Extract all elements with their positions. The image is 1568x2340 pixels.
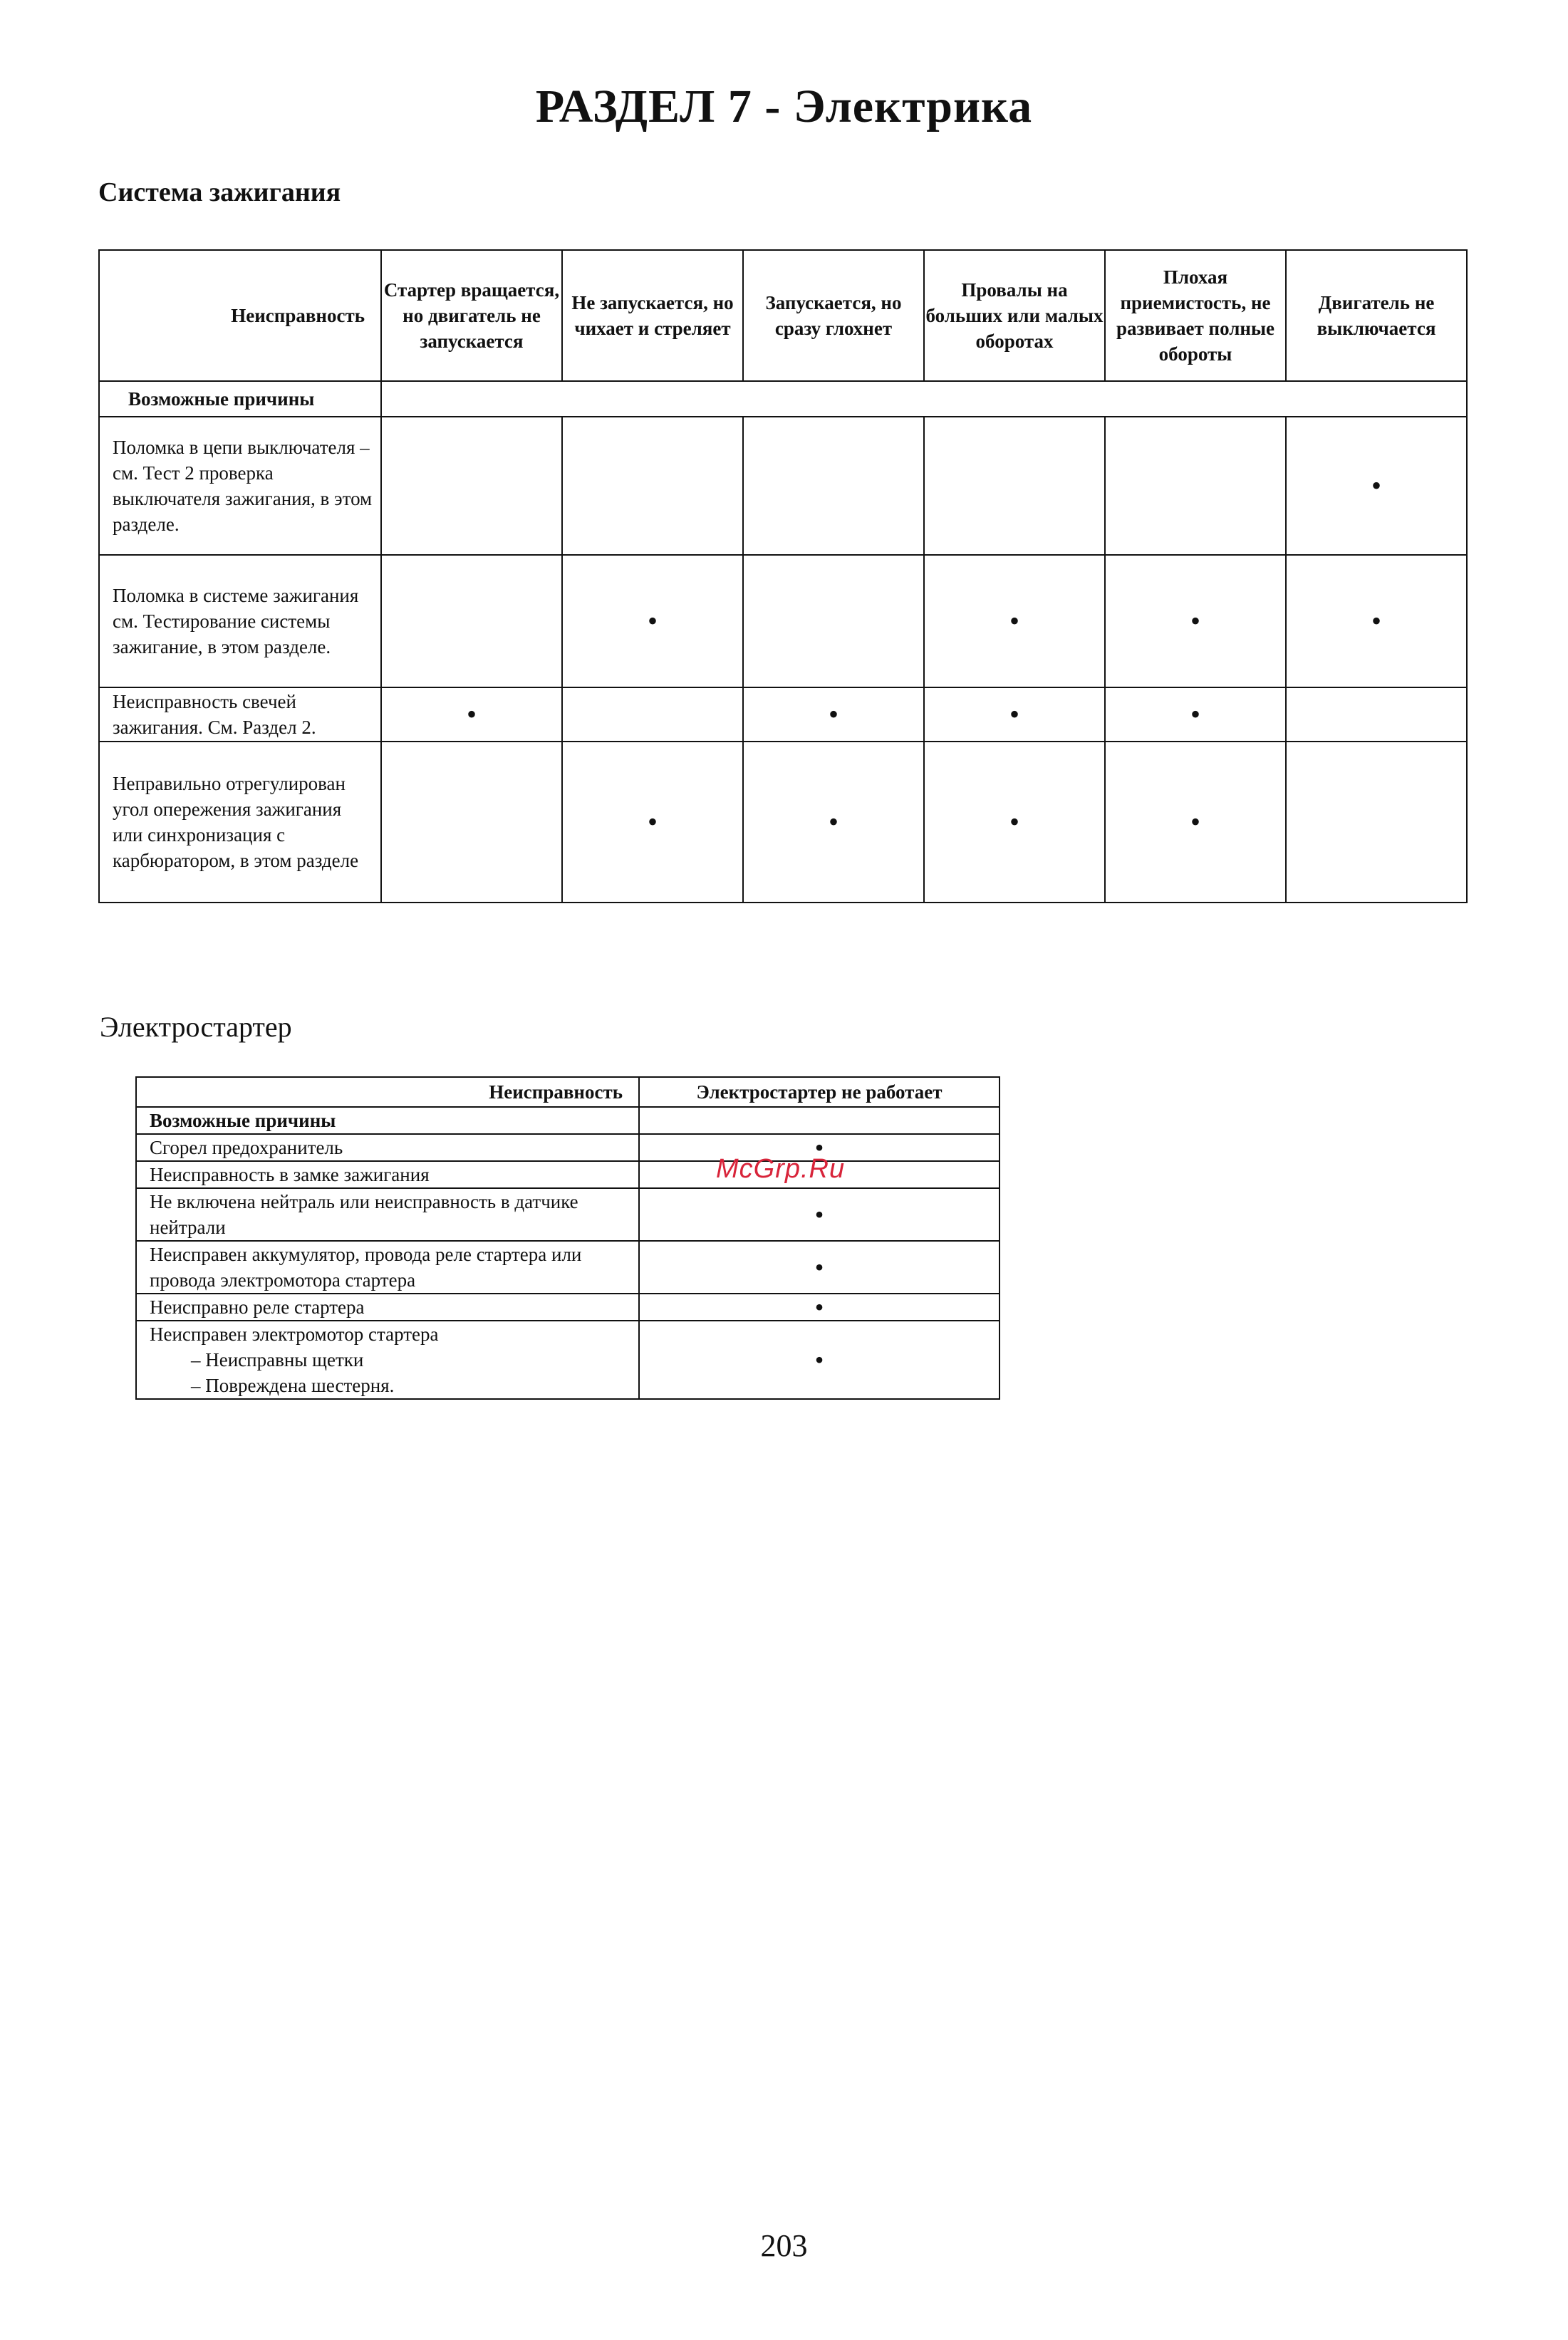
causes-label: Возможные причины <box>99 381 381 417</box>
mark-cell: • <box>1286 417 1467 555</box>
mark-cell <box>1105 417 1286 555</box>
starter-troubleshooting-table <box>135 1076 1000 1400</box>
mark-cell <box>924 417 1105 555</box>
page-title: РАЗДЕЛ 7 - Электрика <box>535 80 1033 132</box>
ignition-troubleshooting-table <box>98 249 1468 903</box>
cause-cell: Неисправно реле стартера <box>136 1294 639 1321</box>
mark-cell: • <box>1105 555 1286 687</box>
cause-cell: Сгорел предохранитель <box>136 1134 639 1161</box>
mark-cell <box>562 687 743 742</box>
mark-cell: • <box>743 687 924 742</box>
cause-cell: Поломка в цепи выключателя – см. Тест 2 проверка выключателя зажигания, в этом разделе. <box>99 417 381 555</box>
causes-label: Возможные причины <box>136 1107 639 1134</box>
column-header: Двигатель не выключается <box>1286 250 1467 381</box>
mark-cell <box>381 417 562 555</box>
cause-text: Неисправен электромотор стартера <box>150 1324 439 1345</box>
mark-cell: • <box>924 555 1105 687</box>
cause-cell: Неисправен аккумулятор, провода реле стартера или провода электромотора стартера <box>136 1241 639 1294</box>
section-heading-ignition: Система зажигания <box>98 177 341 207</box>
cause-cell: Поломка в системе зажигания см. Тестирование системы зажигание, в этом разделе. <box>99 555 381 687</box>
mark-cell <box>381 555 562 687</box>
mark-cell: • <box>639 1294 1000 1321</box>
mark-cell: • <box>1286 555 1467 687</box>
page-number: 203 <box>760 2228 808 2263</box>
mark-cell: • <box>1105 687 1286 742</box>
mark-cell: • <box>924 687 1105 742</box>
section-heading-starter: Электростартер <box>100 1011 292 1043</box>
causes-label-spacer <box>381 381 1467 417</box>
corner-header: Неисправность <box>99 250 381 381</box>
mark-cell: • <box>639 1188 1000 1241</box>
cause-subitem: – Неисправны щетки <box>191 1349 364 1371</box>
mark-cell: • <box>924 742 1105 903</box>
mark-cell <box>562 417 743 555</box>
causes-label-spacer <box>639 1107 1000 1134</box>
mark-cell <box>381 742 562 903</box>
cause-cell: Неправильно отрегулирован угол опережения зажигания или синхронизация с карбюратором, в этом разделе <box>99 742 381 903</box>
cause-cell: Не включена нейтраль или неисправность в датчике нейтрали <box>136 1188 639 1241</box>
column-header: Провалы на больших или малых оборотах <box>924 250 1105 381</box>
mark-cell: • <box>639 1321 1000 1399</box>
mark-cell <box>743 555 924 687</box>
mark-cell <box>1286 742 1467 903</box>
watermark-link[interactable]: McGrp.Ru <box>716 1154 846 1184</box>
column-header: Не запускается, но чихает и стреляет <box>562 250 743 381</box>
column-header: Запускается, но сразу глохнет <box>743 250 924 381</box>
corner-header: Неисправность <box>136 1077 639 1107</box>
cause-cell <box>136 1321 639 1399</box>
column-header: Стартер вращается, но двигатель не запускается <box>381 250 562 381</box>
mark-cell: • <box>743 742 924 903</box>
column-header: Плохая приемистость, не развивает полные обороты <box>1105 250 1286 381</box>
mark-cell: • <box>562 555 743 687</box>
mark-cell: • <box>639 1134 1000 1161</box>
cause-cell: Неисправность в замке зажигания <box>136 1161 639 1188</box>
mark-cell: • <box>1105 742 1286 903</box>
mark-cell <box>1286 687 1467 742</box>
mark-cell <box>743 417 924 555</box>
mark-cell: • <box>562 742 743 903</box>
column-header: Электростартер не работает <box>639 1077 1000 1107</box>
mark-cell: • <box>639 1241 1000 1294</box>
mark-cell: • <box>381 687 562 742</box>
cause-cell: Неисправность свечей зажигания. См. Раздел 2. <box>99 687 381 742</box>
cause-subitem: – Повреждена шестерня. <box>191 1375 395 1396</box>
